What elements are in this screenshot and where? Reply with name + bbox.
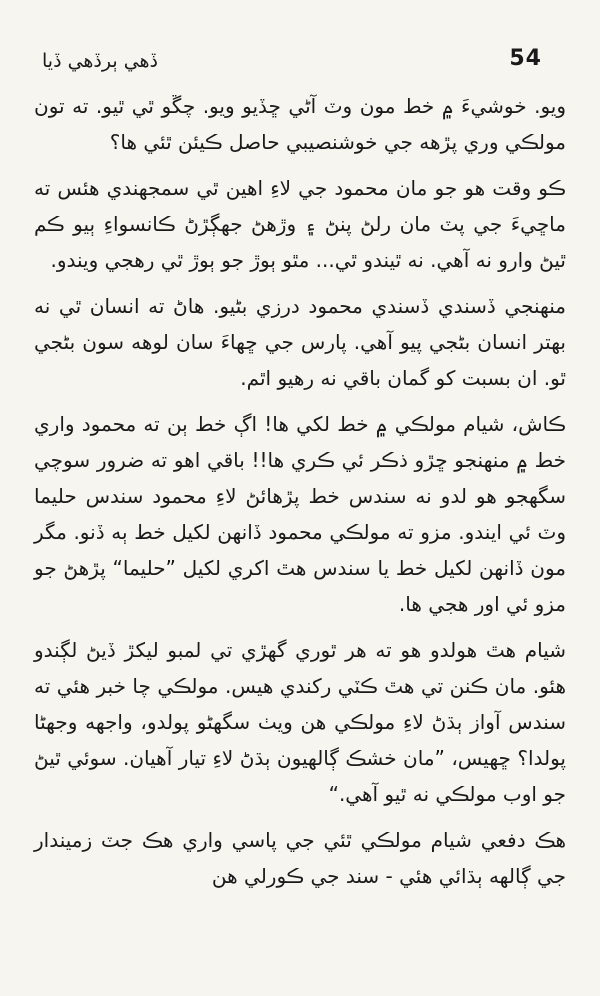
paragraph-1: ويو. خوشيءَ ۾ خط مون وٽ آڻي ڇڏيو ويو. چڱو ٿي ٿيو. ته تون مولڪي وري پڙهه جي خوشنصيبي حاصل ڪيئن ٿئي ها؟ — [34, 94, 566, 154]
paragraph-2: ڪو وقت هو جو مان محمود جي لاءِ اهين ٿي سمجهندي هئس ته ماڇيءَ جي پٽ مان رلڻ پنڻ ۽ وڙهڻ جهڳڙڻ ڪانسواءِ ٻيو ڪم ٿيڻ وارو نه آهي. نه ٿيندو ٿي... مٿو ٻوڙ جو ٻوڙ ٿي رهجي ويندو. — [34, 176, 566, 272]
page-header — [34, 40, 566, 76]
paragraph-6: هڪ دفعي شيام مولڪي ٿئي جي پاسي واري هڪ جٽ زميندار جي ڳالهه ٻڌائي هئي - سند جي ڪورلي هن — [34, 828, 566, 888]
paragraph-5: شيام هٿ هولدو هو ته هر ٿوري گهڙي تي لمبو ليکڙ ڏيڻ لڳندو هئو. مان ڪنن تي هٿ ڪٽي رکندي هيس. مولڪي چا خبر هئي ته سندس آواز ٻڌڻ لاءِ مولڪي هن ويٺ سگهڻو پولدو، واجهه وجهڻا پولدا؟ ڇهيس، ”مان خشڪ ڳالهيون ٻڌڻ لاءِ تيار آهيان. سوئي ٿيڻ جو اوب مولڪي نه ٿيو آهي.“ — [34, 638, 566, 806]
page-number: 54 — [509, 46, 542, 71]
paragraph-4: ڪاش، شيام مولڪي ۾ خط لکي ها! اڳ خط ٻن ته محمود واري خط ۾ منهنجو ڇڙو ذڪر ئي ڪري ها!! باقي اهو ته ضرور سوچي سگهجو هو لدو نه سندس خط پڙهائڻ لاءِ محمود سندس حليما وٽ ئي ايندو. مزو ته مولڪي محمود ڏانهن لکيل خط ٻه ڏنو. مگر مون ڏانهن لکيل خط يا سندس هٿ اکري لکيل ”حليما“ پڙهڻ جو مزو ئي اور هجي ها. — [34, 412, 566, 616]
body-text — [34, 88, 566, 894]
running-title: ڏهي ٻرڏهي ڏيا — [42, 50, 159, 72]
paragraph-3: منهنجي ڏسندي ڏسندي محمود درزي بڻيو. هاڻ ته انسان ٿي نه بهتر انسان بڻجي پيو آهي. پارس جي ڇهاءَ سان لوهه سون بڻجي ٿو. ان بسبت کو گمان باقي نه رهيو اٿم. — [34, 294, 566, 390]
